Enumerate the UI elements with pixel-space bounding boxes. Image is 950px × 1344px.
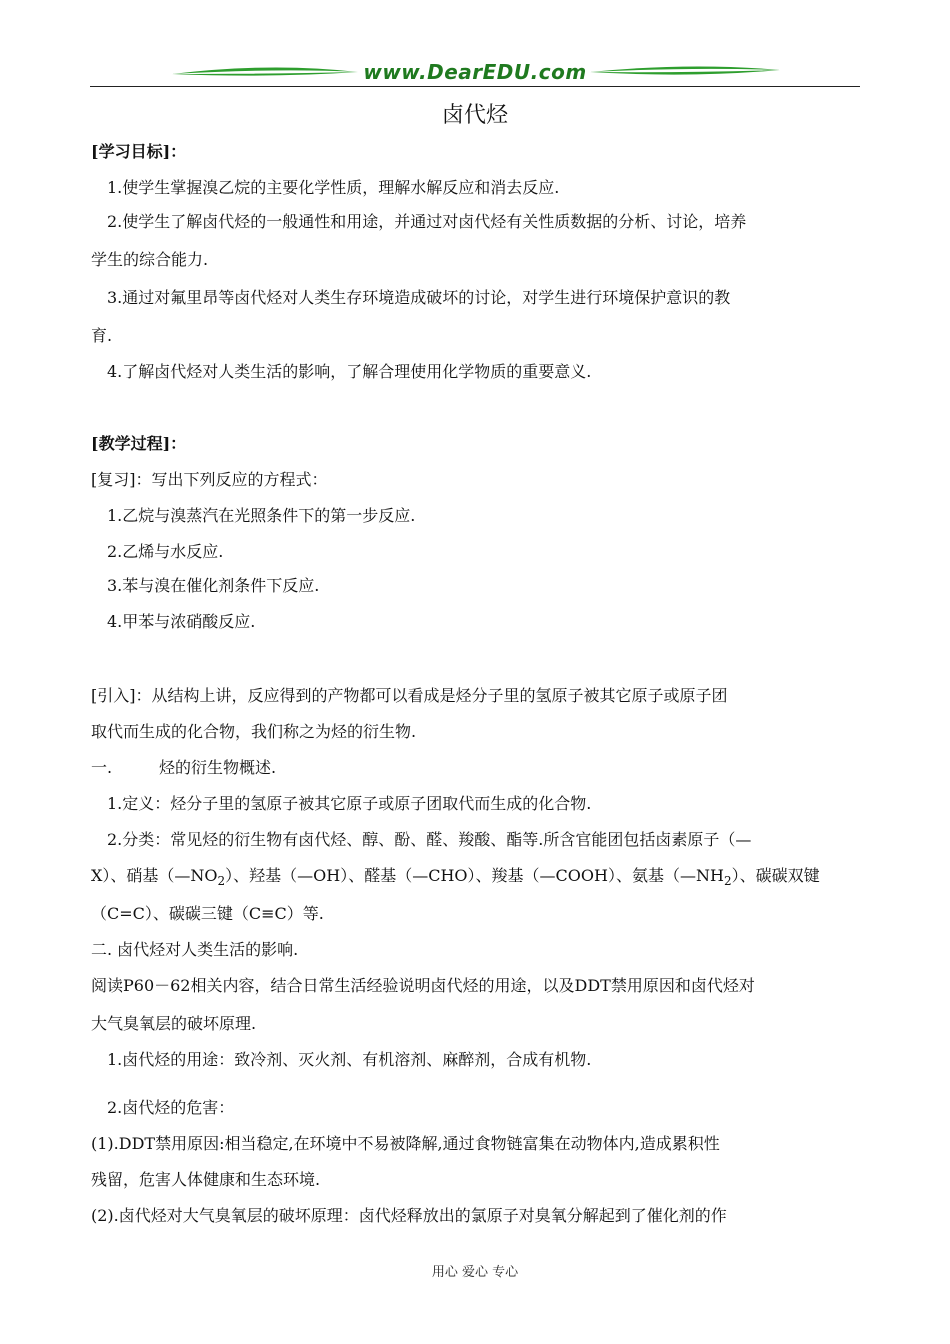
goal-item: 4.了解卤代烃对人类生活的影响，了解合理使用化学物质的重要意义. (107, 362, 592, 381)
classification-cont: （C=C）、碳碳三键（C≡C）等. (91, 904, 324, 923)
review-item: 3.苯与溴在催化剂条件下反应. (107, 576, 320, 595)
goal-item-cont: 学生的综合能力. (91, 250, 209, 269)
review-item: 2.乙烯与水反应. (107, 542, 224, 561)
intro-line: 取代而生成的化合物，我们称之为烃的衍生物. (91, 722, 417, 741)
reading-line: 大气臭氧层的破坏原理. (91, 1014, 257, 1033)
page-footer: 用心 爱心 专心 (431, 1265, 519, 1280)
review-item: 1.乙烷与溴蒸汽在光照条件下的第一步反应. (107, 506, 416, 525)
part1-title: 烃的衍生物概述. (159, 758, 277, 777)
site-header (90, 58, 860, 92)
goal-item: 2.使学生了解卤代烃的一般通性和用途，并通过对卤代烃有关性质数据的分析、讨论，培养 (107, 212, 747, 231)
classification-cont: X）、硝基$(—NO_2)$、羟基（—OH）、醛基（—CHO）、羧基（—COOH）、氨基$(—NH_2)$、碳碳双键 (91, 866, 820, 888)
page-title: 卤代烃 (441, 103, 508, 128)
harm-title: 2.卤代烃的危害： (107, 1098, 235, 1117)
part2-title: 二. 卤代烃对人类生活的影响. (91, 940, 299, 959)
harm-item-cont: 残留，危害人体健康和生态环境. (91, 1170, 321, 1189)
usage-line: 1.卤代烃的用途：致冷剂、灭火剂、有机溶剂、麻醉剂，合成有机物. (107, 1050, 592, 1069)
harm-item: (2).卤代烃对大气臭氧层的破坏原理：卤代烃释放出的氯原子对臭氧分解起到了催化剂的作 (91, 1206, 727, 1225)
goal-item-cont: 育. (91, 326, 113, 345)
harm-item: (1).DDT禁用原因:相当稳定,在环境中不易被降解,通过食物链富集在动物体内,造成累积性 (91, 1134, 720, 1153)
part1-number: 一. (91, 758, 113, 777)
site-logo-text[interactable]: www.DearEDU.com (363, 60, 587, 84)
intro-line: [引入]：从结构上讲，反应得到的产物都可以看成是烃分子里的氢原子被其它原子或原子团 (91, 686, 728, 705)
definition: 1.定义：烃分子里的氢原子被其它原子或原子团取代而生成的化合物. (107, 794, 592, 813)
process-heading: [教学过程]： (91, 434, 187, 453)
review-item: 4.甲苯与浓硝酸反应. (107, 612, 256, 631)
goal-item: 3.通过对氟里昂等卤代烃对人类生存环境造成破坏的讨论，对学生进行环境保护意识的教 (107, 288, 731, 307)
goals-heading: [学习目标]： (91, 142, 187, 161)
header-divider (90, 86, 860, 87)
classification: 2.分类：常见烃的衍生物有卤代烃、醇、酚、醛、羧酸、酯等.所含官能团包括卤素原子（— (107, 830, 752, 849)
goal-item: 1.使学生掌握溴乙烷的主要化学性质，理解水解反应和消去反应. (107, 178, 560, 197)
review-title: [复习]：写出下列反应的方程式： (91, 470, 328, 489)
reading-line: 阅读P60－62相关内容，结合日常生活经验说明卤代烃的用途，以及DDT禁用原因和卤代烃对 (91, 976, 755, 995)
